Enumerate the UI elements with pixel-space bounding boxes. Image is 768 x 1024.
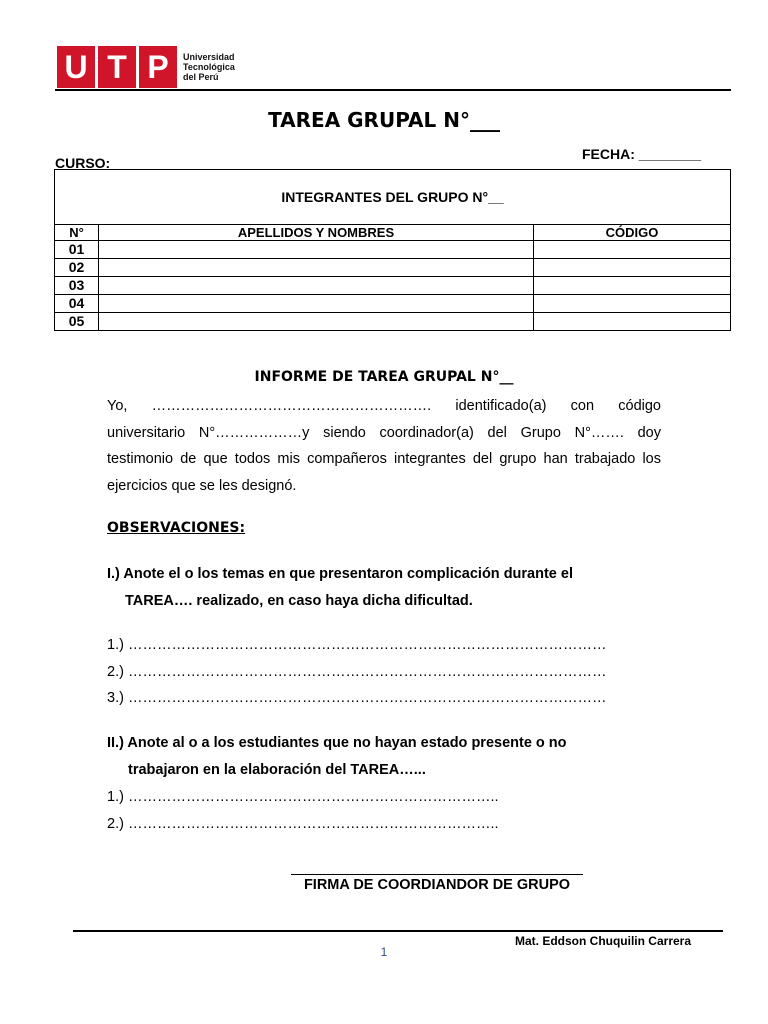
table-row: [55, 277, 731, 295]
code-cell[interactable]: [534, 313, 731, 331]
code-cell[interactable]: [534, 295, 731, 313]
question-1-answer-2: 2.) ………………………………………………………………………………………: [107, 664, 607, 680]
author-name: Mat. Eddson Chuquilin Carrera: [514, 934, 691, 948]
logo-letter-p: P: [139, 46, 177, 88]
testimony-paragraph: [107, 393, 661, 499]
table-title: INTEGRANTES DEL GRUPO N°__: [55, 170, 731, 225]
name-cell[interactable]: [99, 241, 534, 259]
page-number: 1: [380, 945, 388, 959]
utp-logo: [57, 46, 247, 88]
question-1-answer-3: 3.) ………………………………………………………………………………………: [107, 690, 607, 706]
document-title: TAREA GRUPAL N°___: [268, 108, 500, 132]
name-cell[interactable]: [99, 313, 534, 331]
question-1-answer-1: 1.) ………………………………………………………………………………………: [107, 637, 607, 653]
paragraph-line: Yo, …………………………………………………. identificado(a) con código: [107, 398, 661, 414]
paragraph-line: testimonio de que todos mis compañeros integrantes del grupo han trabajado los: [107, 451, 661, 468]
row-number: 02: [55, 259, 99, 277]
question-1-line-2: TAREA…. realizado, en caso haya dicha dificultad.: [125, 593, 473, 609]
question-1-line-1: I.) Anote el o los temas en que presentaron complicación durante el: [107, 566, 573, 582]
name-cell[interactable]: [99, 259, 534, 277]
header-number: N°: [55, 225, 99, 241]
footer-divider: [73, 930, 723, 932]
header-divider: [55, 89, 731, 91]
group-members-table: [54, 169, 731, 331]
row-number: 01: [55, 241, 99, 259]
name-cell[interactable]: [99, 277, 534, 295]
code-cell[interactable]: [534, 259, 731, 277]
question-2-answer-1: 1.) …………………………………………………………………..: [107, 789, 499, 805]
question-2-line-2: trabajaron en la elaboración del TAREA…...: [128, 762, 426, 778]
fecha-field: FECHA: ________: [582, 146, 702, 162]
question-2-answer-2: 2.) …………………………………………………………………..: [107, 816, 499, 832]
table-row: [55, 241, 731, 259]
row-number: 04: [55, 295, 99, 313]
observations-heading: OBSERVACIONES:: [107, 520, 246, 536]
table-row: [55, 259, 731, 277]
table-row: [55, 313, 731, 331]
signature-label: FIRMA DE COORDIANDOR DE GRUPO: [303, 877, 571, 893]
logo-letter-u: U: [57, 46, 95, 88]
code-cell[interactable]: [534, 241, 731, 259]
paragraph-line: universitario N°………………y siendo coordinador(a) del Grupo N°……. doy: [107, 424, 661, 441]
row-number: 05: [55, 313, 99, 331]
logo-university-name: Universidad Tecnológica del Perú: [183, 52, 235, 82]
name-cell[interactable]: [99, 295, 534, 313]
table-row: [55, 295, 731, 313]
code-cell[interactable]: [534, 277, 731, 295]
header-names: APELLIDOS Y NOMBRES: [99, 225, 534, 241]
paragraph-line: ejercicios que se les designó.: [107, 477, 297, 494]
signature-line: [291, 874, 583, 875]
logo-letter-t: T: [98, 46, 136, 88]
report-title: INFORME DE TAREA GRUPAL N°__: [254, 369, 514, 385]
header-code: CÓDIGO: [534, 225, 731, 241]
question-2-line-1: II.) Anote al o a los estudiantes que no hayan estado presente o no: [107, 735, 567, 751]
row-number: 03: [55, 277, 99, 295]
curso-field: CURSO: ___________________________________: [55, 155, 387, 171]
table-header-row: [55, 225, 731, 241]
